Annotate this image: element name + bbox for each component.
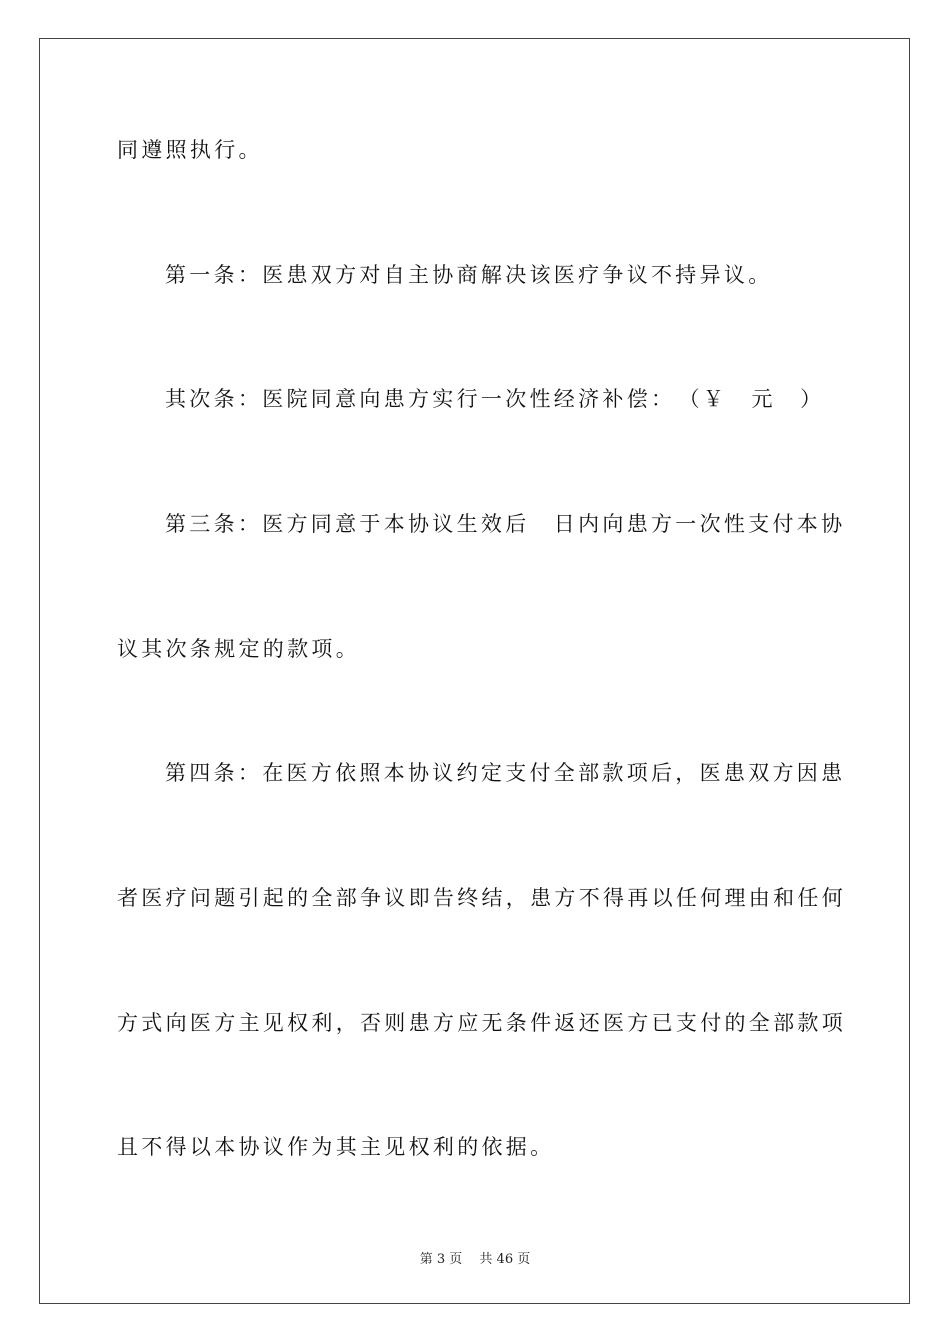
article-4-line-1: 第四条：在医方依照本协议约定支付全部款项后，医患双方因患 bbox=[165, 761, 846, 785]
article-4-line-3: 方式向医方主见权利，否则患方应无条件返还医方已支付的全部款项 bbox=[117, 1011, 846, 1035]
article-4-line-4: 且不得以本协议作为其主见权利的依据。 bbox=[117, 1135, 555, 1159]
article-3-line-1: 第三条：医方同意于本协议生效后 日内向患方一次性支付本协 bbox=[165, 512, 846, 536]
article-3-line-2: 议其次条规定的款项。 bbox=[117, 637, 360, 661]
page-number-footer: 第 3 页 共 46 页 bbox=[419, 1252, 531, 1267]
text-line-1: 同遵照执行。 bbox=[117, 138, 263, 162]
article-4-line-2: 者医疗问题引起的全部争议即告终结，患方不得再以任何理由和任何 bbox=[117, 886, 846, 910]
page-border bbox=[39, 38, 910, 1304]
article-1-line: 第一条：医患双方对自主协商解决该医疗争议不持异议。 bbox=[165, 263, 773, 287]
article-2-line: 其次条：医院同意向患方实行一次性经济补偿： （￥ 元 ） bbox=[165, 387, 825, 411]
